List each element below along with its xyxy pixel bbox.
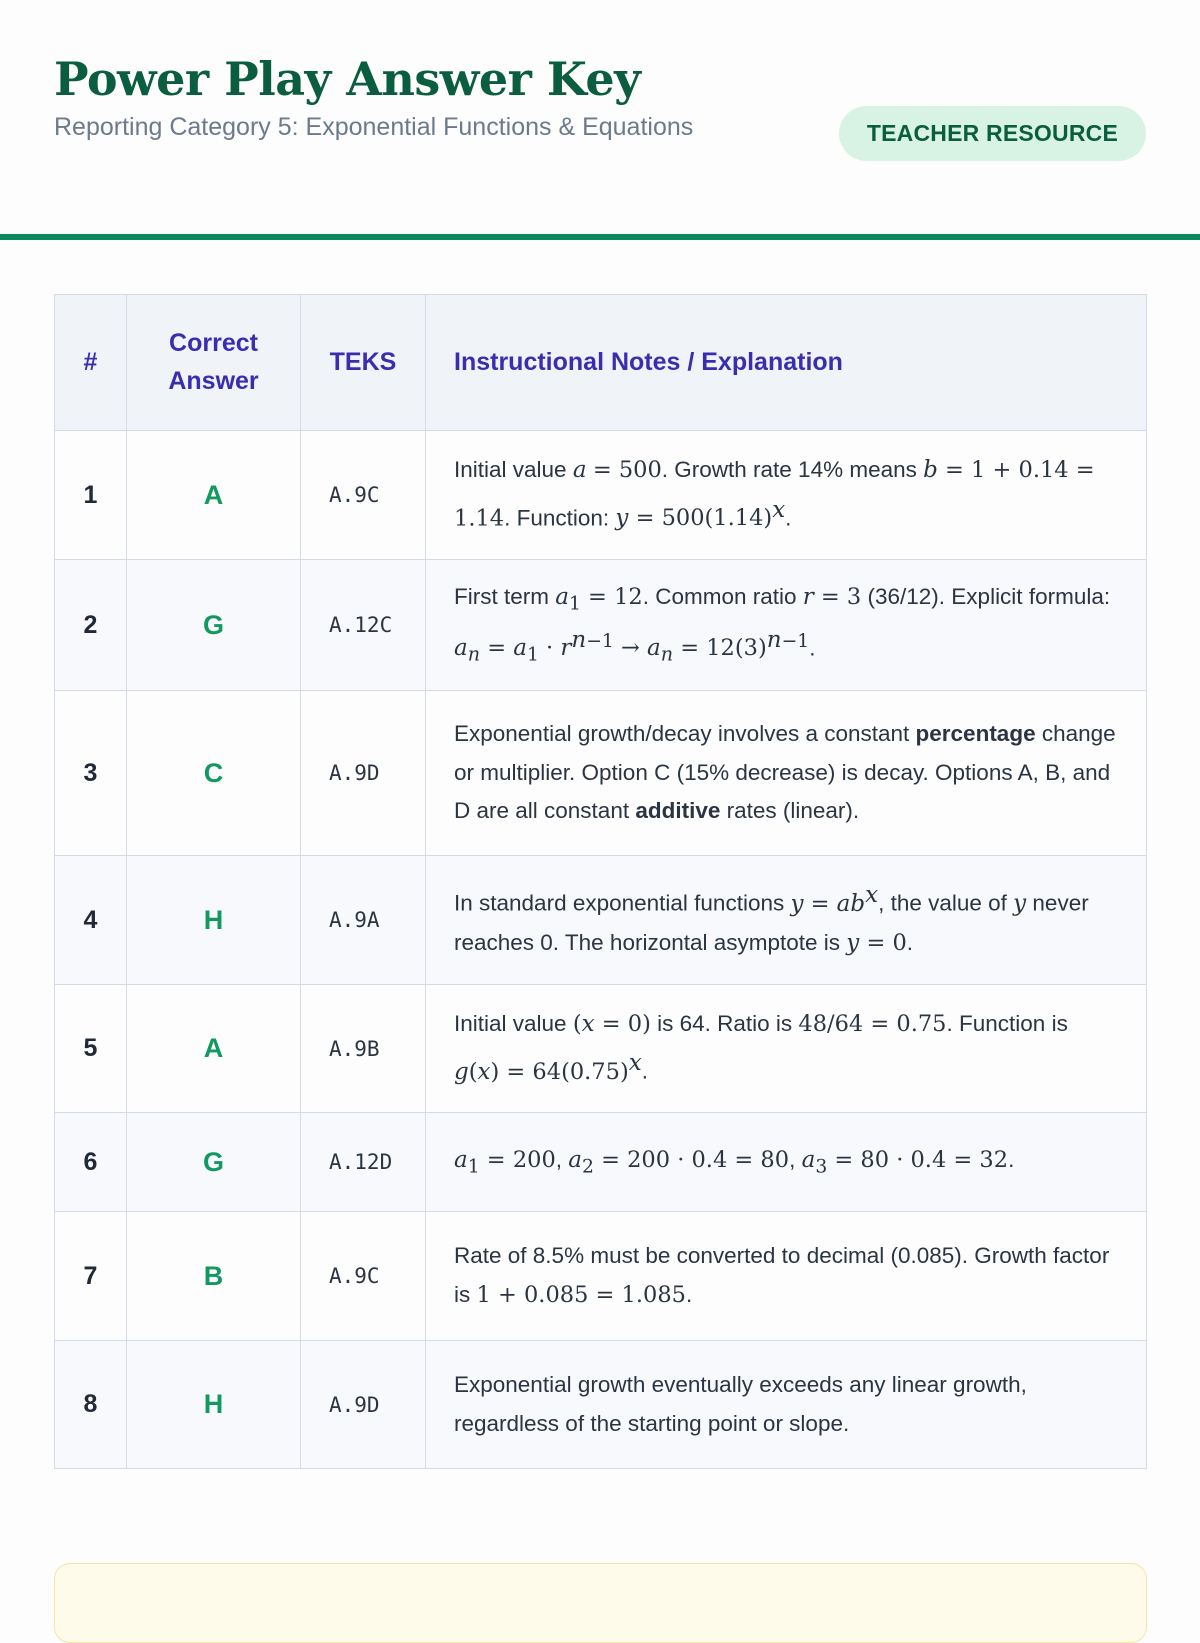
correct-answer: A (127, 985, 301, 1113)
teks-code: A.9B (301, 985, 426, 1113)
table-row (55, 985, 1147, 1113)
teks-code: A.9D (301, 691, 426, 856)
table-row (55, 560, 1147, 691)
table-row (55, 1212, 1147, 1341)
row-number: 1 (55, 431, 127, 560)
teks-code: A.9A (301, 856, 426, 985)
correct-answer: B (127, 1212, 301, 1341)
table-header-row (55, 295, 1147, 431)
instructional-note: First term $a_1 = 12$. Common ratio r = 3 (36/12). Explicit formula: $a_n = a_1 \cdot r^{n-1} \to a_n = 12(3)^{n-1}$. (426, 560, 1147, 691)
correct-answer: H (127, 1341, 301, 1469)
correct-answer: A (127, 431, 301, 560)
column-header-number: # (55, 295, 127, 431)
correct-answer: H (127, 856, 301, 985)
instructional-note: Initial value (x = 0) is 64. Ratio is 48/64 = 0.75. Function is $g(x) = 64(0.75)^x$. (426, 985, 1147, 1113)
row-number: 4 (55, 856, 127, 985)
table-row (55, 1113, 1147, 1212)
correct-answer: G (127, 560, 301, 691)
row-number: 2 (55, 560, 127, 691)
row-number: 3 (55, 691, 127, 856)
table-row (55, 431, 1147, 560)
answer-key-table (54, 294, 1147, 1469)
teacher-resource-badge: TEACHER RESOURCE (839, 106, 1146, 161)
table-row (55, 1341, 1147, 1469)
teks-code: A.9D (301, 1341, 426, 1469)
instructional-note: $a_1 = 200$, $a_2 = 200 \cdot 0.4 = 80$, $a_3 = 80 \cdot 0.4 = 32$. (426, 1113, 1147, 1212)
table-row (55, 856, 1147, 985)
instructional-note: Initial value a = 500. Growth rate 14% means b = 1 + 0.14 = 1.14. Function: $y = 500(1.14)^x$. (426, 431, 1147, 560)
teks-code: A.9C (301, 431, 426, 560)
header-divider (0, 234, 1200, 240)
row-number: 7 (55, 1212, 127, 1341)
teks-code: A.12C (301, 560, 426, 691)
instructional-note: In standard exponential functions $y = ab^x$, the value of y never reaches 0. The horizontal asymptote is y = 0. (426, 856, 1147, 985)
row-number: 5 (55, 985, 127, 1113)
callout-box (54, 1563, 1147, 1643)
page-title: Power Play Answer Key (54, 52, 641, 106)
row-number: 6 (55, 1113, 127, 1212)
teks-code: A.9C (301, 1212, 426, 1341)
row-number: 8 (55, 1341, 127, 1469)
table-row (55, 691, 1147, 856)
instructional-note: Exponential growth/decay involves a constant percentage change or multiplier. Option C (15% decrease) is decay. Options A, B, and D are all constant additive rates (linear). (426, 691, 1147, 856)
instructional-note: Rate of 8.5% must be converted to decimal (0.085). Growth factor is 1 + 0.085 = 1.085. (426, 1212, 1147, 1341)
correct-answer: G (127, 1113, 301, 1212)
page-subtitle: Reporting Category 5: Exponential Functions & Equations (54, 113, 694, 142)
correct-answer: C (127, 691, 301, 856)
teks-code: A.12D (301, 1113, 426, 1212)
column-header-teks: TEKS (301, 295, 426, 431)
instructional-note: Exponential growth eventually exceeds any linear growth, regardless of the starting point or slope. (426, 1341, 1147, 1469)
column-header-notes: Instructional Notes / Explanation (426, 295, 1147, 431)
column-header-correct-answer: Correct Answer (127, 295, 301, 431)
page-header (54, 52, 1146, 146)
